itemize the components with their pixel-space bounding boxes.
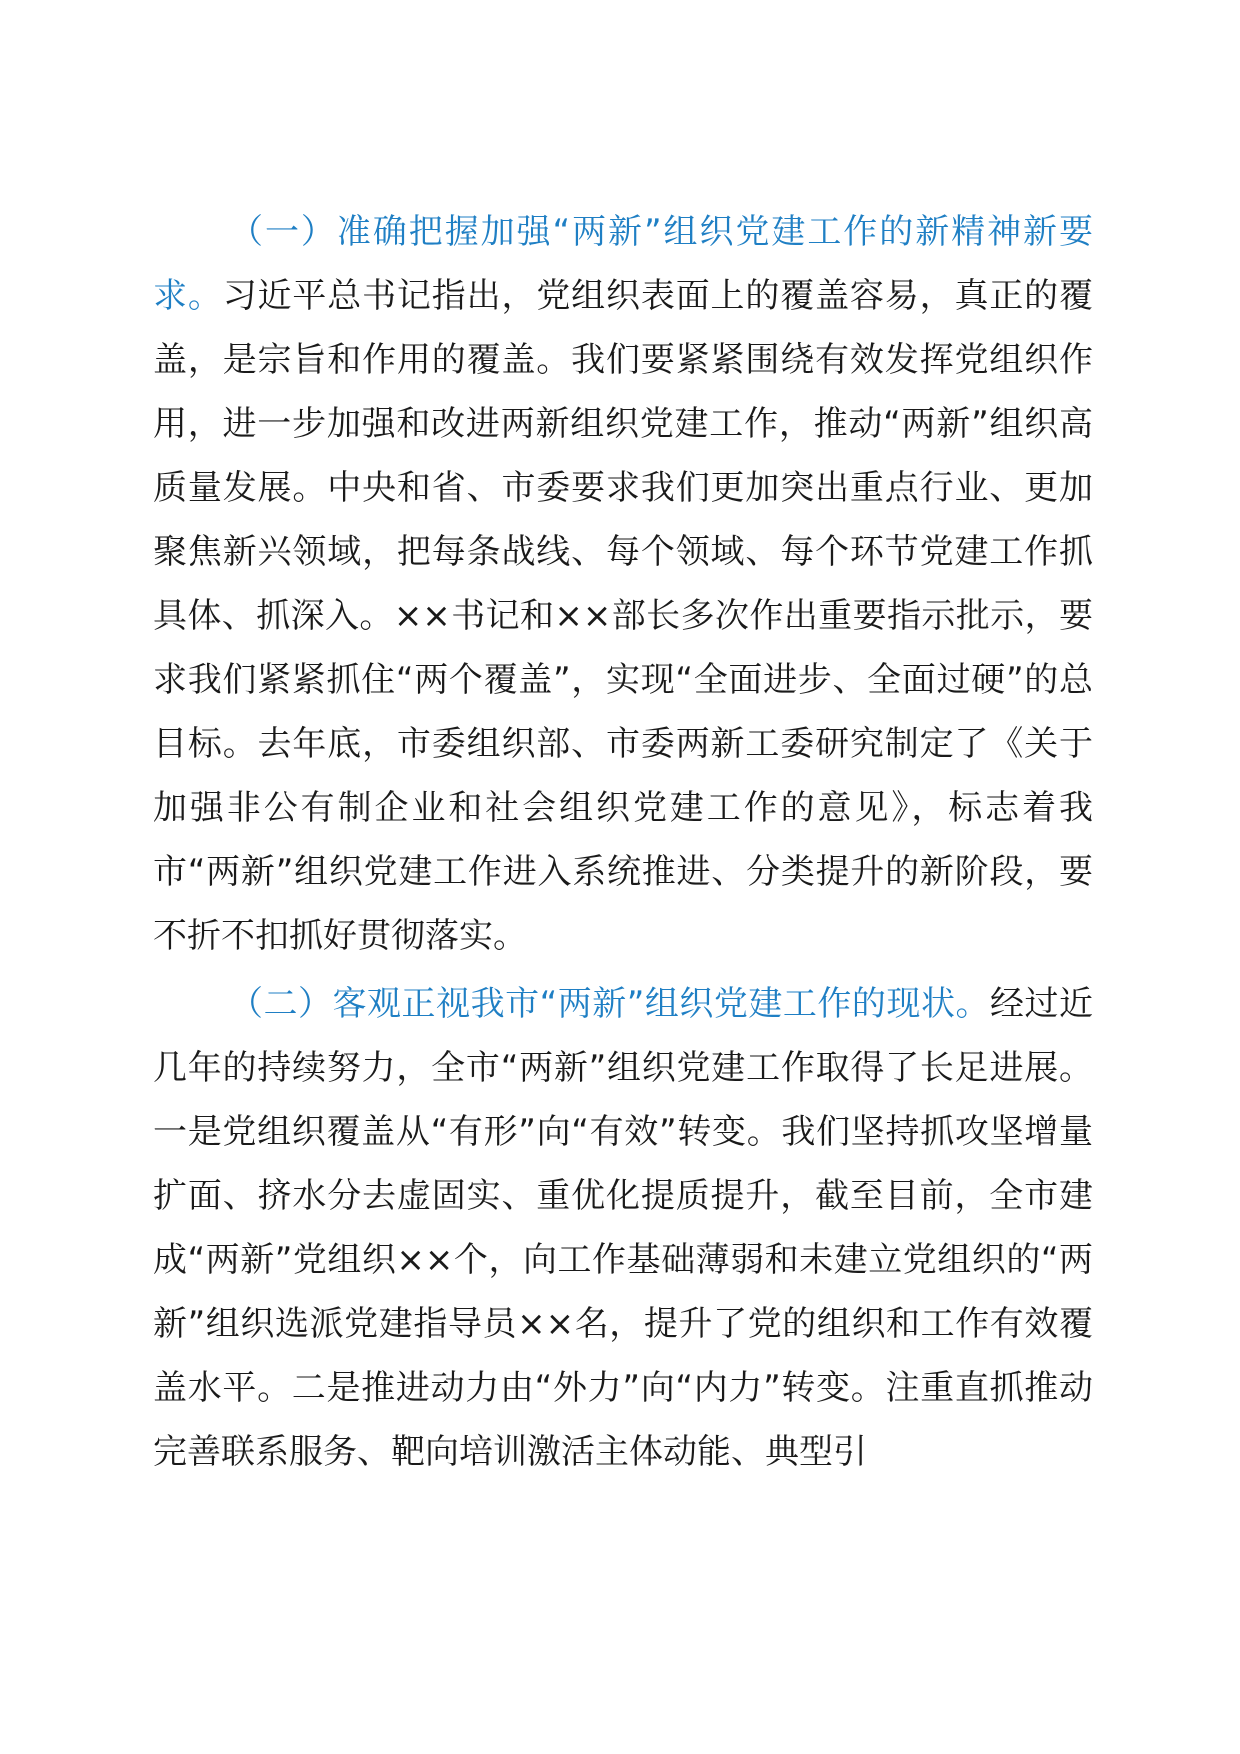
paragraph-1 xyxy=(153,200,1093,968)
section-heading-2: （二）客观正视我市“两新”组织党建工作的现状。 xyxy=(229,984,990,1024)
paragraph-2 xyxy=(153,972,1093,1484)
paragraph-1-body: 习近平总书记指出，党组织表面上的覆盖容易，真正的覆盖，是宗旨和作用的覆盖。我们要紧紧围绕有效发挥党组织作用，进一步加强和改进两新组织党建工作，推动“两新”组织高质量发展。中央和省、市委要求我们更加突出重点行业、更加聚焦新兴领域，把每条战线、每个领域、每个环节党建工作抓具体、抓深入。××书记和××部长多次作出重要指示批示，要求我们紧紧抓住“两个覆盖”，实现“全面进步、全面过硬”的总目标。去年底，市委组织部、市委两新工委研究制定了《关于加强非公有制企业和社会组织党建工作的意见》，标志着我市“两新”组织党建工作进入系统推进、分类提升的新阶段，要不折不扣抓好贯彻落实。 xyxy=(153,276,1094,956)
paragraph-2-body: 经过近几年的持续努力，全市“两新”组织党建工作取得了长足进展。一是党组织覆盖从“有形”向“有效”转变。我们坚持抓攻坚增量扩面、挤水分去虚固实、重优化提质提升，截至目前，全市建成“两新”党组织××个，向工作基础薄弱和未建立党组织的“两新”组织选派党建指导员××名，提升了党的组织和工作有效覆盖水平。二是推进动力由“外力”向“内力”转变。注重直抓推动完善联系服务、靶向培训激活主体动能、典型引 xyxy=(153,984,1094,1472)
section-heading-1: （一）准确把握加强“两新”组织党建工作的新精神新要求。 xyxy=(153,212,1093,316)
document-page xyxy=(153,200,1093,1484)
